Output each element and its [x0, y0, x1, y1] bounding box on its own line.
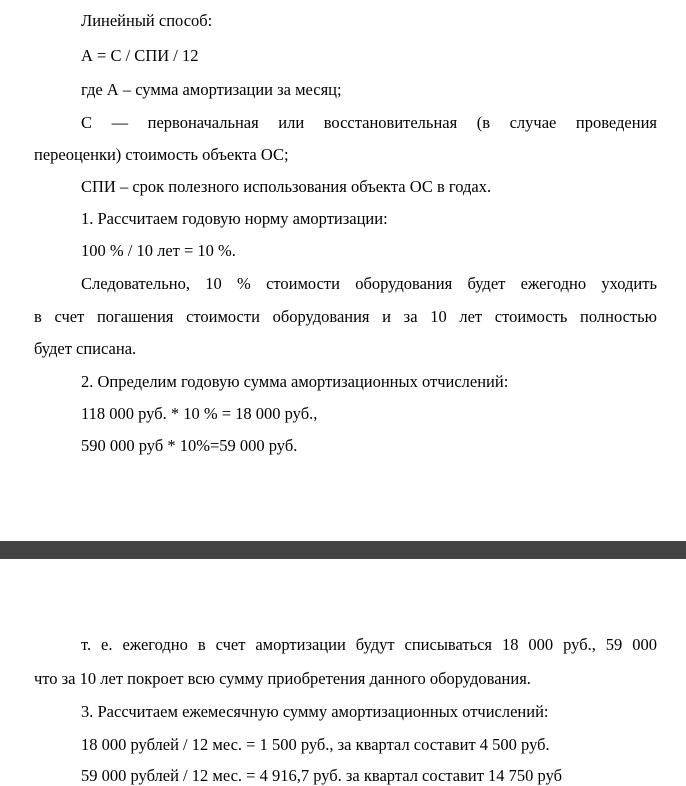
- step-1-calculation: 100 % / 10 лет = 10 %.: [81, 241, 236, 260]
- step-1-heading: 1. Рассчитаем годовую норму амортизации:: [81, 209, 388, 228]
- step-2-heading: 2. Определим годовую сумма амортизационных отчислений:: [81, 372, 509, 391]
- definition-a-line: где А – сумма амортизации за месяц;: [81, 80, 342, 99]
- step-3-calculation-1: 18 000 рублей / 12 мес. = 1 500 руб., за квартал составит 4 500 руб.: [81, 735, 550, 754]
- definition-c-line-2: переоценки) стоимость объекта ОС;: [34, 145, 289, 164]
- page-separator: [0, 541, 686, 559]
- definition-spi-line: СПИ – срок полезного использования объекта ОС в годах.: [81, 177, 492, 196]
- definition-c-line-1: С — первоначальная или восстановительная (в случае проведения: [81, 113, 657, 132]
- step-3-heading: 3. Рассчитаем ежемесячную сумму амортизационных отчислений:: [81, 702, 549, 721]
- step-2-calculation-1: 118 000 руб. * 10 % = 18 000 руб.,: [81, 404, 318, 423]
- annual-writeoff-line-1: т. е. ежегодно в счет амортизации будут списываться 18 000 руб., 59 000: [81, 635, 657, 654]
- formula-line: А = С / СПИ / 12: [81, 46, 199, 65]
- paragraph-linear-method-heading: Линейный способ:: [81, 11, 213, 30]
- step-3-calculation-2: 59 000 рублей / 12 мес. = 4 916,7 руб. за квартал составит 14 750 руб: [81, 766, 563, 785]
- conclusion-line-2: в счет погашения стоимости оборудования и за 10 лет стоимость полностью: [34, 307, 657, 326]
- annual-writeoff-line-2: что за 10 лет покроет всю сумму приобретения данного оборудования.: [34, 669, 531, 688]
- conclusion-line-1: Следовательно, 10 % стоимости оборудования будет ежегодно уходить: [81, 274, 657, 293]
- conclusion-line-3: будет списана.: [34, 339, 137, 358]
- step-2-calculation-2: 590 000 руб * 10%=59 000 руб.: [81, 436, 298, 455]
- document-page-2: [0, 559, 686, 785]
